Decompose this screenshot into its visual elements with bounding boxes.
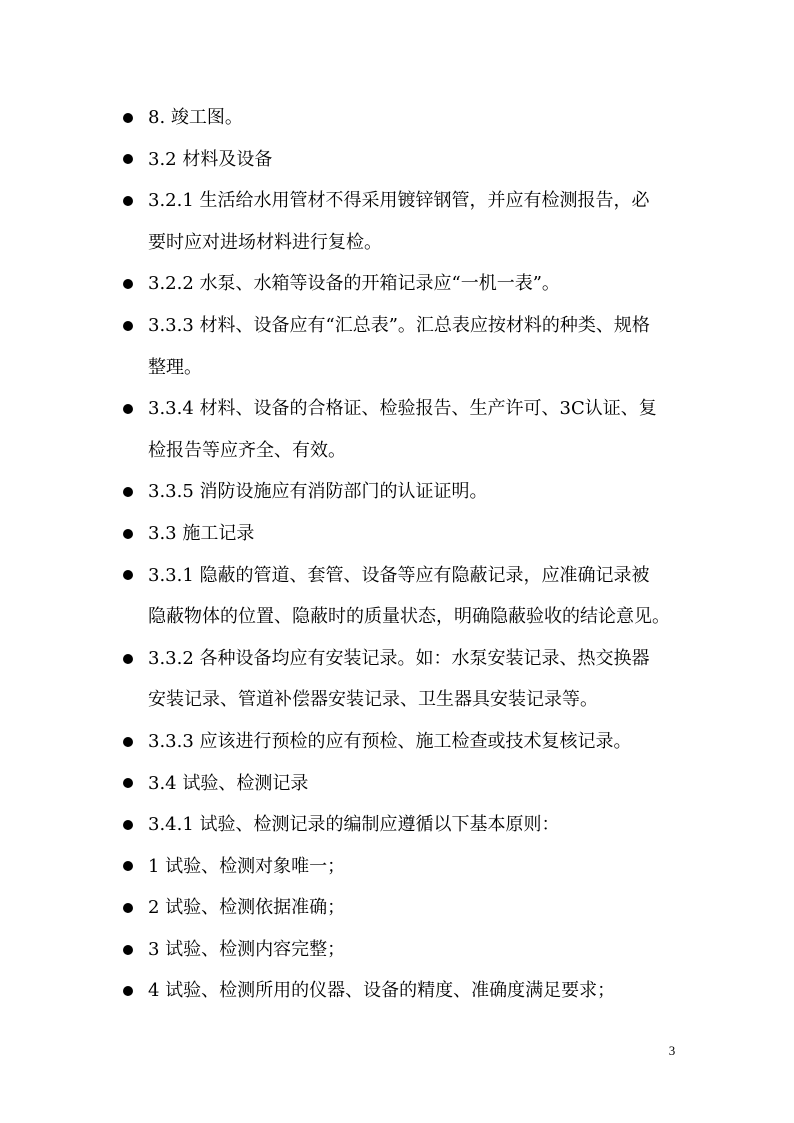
list-item (120, 929, 720, 971)
list-item (120, 555, 720, 638)
list-item (120, 97, 720, 139)
list-item (120, 804, 720, 846)
list-item-text: 3.4.1 试验、检测记录的编制应遵循以下基本原则： (148, 814, 560, 836)
bullet-icon (123, 737, 133, 747)
list-item-text: 3.2.2 水泵、水箱等设备的开箱记录应“一机一表”。 (148, 273, 560, 295)
list-item-text: 3.3.2 各种设备均应有安装记录。如：水泵安装记录、热交换器 (148, 647, 650, 669)
list-item-text-continued: 安装记录、管道补偿器安装记录、卫生器具安装记录等。 (148, 689, 598, 711)
list-item (120, 638, 720, 721)
bullet-icon (123, 279, 133, 289)
list-item-text: 3.3.4 材料、设备的合格证、检验报告、生产许可、3C认证、复 (148, 398, 657, 420)
list-item-text-continued: 检报告等应齐全、有效。 (148, 439, 346, 461)
page-number: 3 (668, 1043, 676, 1058)
bullet-icon (123, 196, 133, 206)
list-item (120, 887, 720, 929)
list-item-text-continued: 要时应对进场材料进行复检。 (148, 231, 382, 253)
list-item-text: 3.3.3 应该进行预检的应有预检、施工检查或技术复核记录。 (148, 730, 632, 752)
list-item-text: 1 试验、检测对象唯一； (148, 855, 346, 877)
list-item-text: 3.2 材料及设备 (148, 148, 273, 170)
list-item-text: 3.3 施工记录 (148, 522, 255, 544)
list-item (120, 139, 720, 181)
list-item-text: 4 试验、检测所用的仪器、设备的精度、准确度满足要求； (148, 980, 616, 1002)
list-item (120, 305, 720, 388)
bullet-icon (123, 487, 133, 497)
bullet-icon (123, 154, 133, 164)
bullet-icon (123, 986, 133, 996)
list-item-text: 3.2.1 生活给水用管材不得采用镀锌钢管，并应有检测报告，必 (148, 190, 650, 212)
list-item (120, 180, 720, 263)
list-item-text: 3.3.1 隐蔽的管道、套管、设备等应有隐蔽记录，应准确记录被 (148, 564, 650, 586)
bullet-icon (123, 861, 133, 871)
bullet-icon (123, 113, 133, 123)
list-item-text: 3 试验、检测内容完整； (148, 938, 346, 960)
list-item (120, 513, 720, 555)
list-item (120, 388, 720, 471)
bullet-icon (123, 903, 133, 913)
bullet-list (120, 97, 720, 1012)
list-item (120, 763, 720, 805)
bullet-icon (123, 570, 133, 580)
list-item-text: 2 试验、检测依据准确； (148, 897, 346, 919)
list-item-text-continued: 整理。 (148, 356, 202, 378)
list-item-text: 3.3.3 材料、设备应有“汇总表”。汇总表应按材料的种类、规格 (148, 314, 650, 336)
list-item (120, 471, 720, 513)
list-item (120, 721, 720, 763)
bullet-icon (123, 778, 133, 788)
list-item-text-continued: 隐蔽物体的位置、隐蔽时的质量状态，明确隐蔽验收的结论意见。 (148, 606, 670, 628)
bullet-icon (123, 404, 133, 414)
bullet-icon (123, 820, 133, 830)
list-item-text: 3.4 试验、检测记录 (148, 772, 309, 794)
bullet-icon (123, 321, 133, 331)
list-item (120, 970, 720, 1012)
list-item-text: 3.3.5 消防设施应有消防部门的认证证明。 (148, 481, 488, 503)
list-item (120, 846, 720, 888)
list-item (120, 263, 720, 305)
bullet-icon (123, 654, 133, 664)
bullet-icon (123, 529, 133, 539)
list-item-text: 8. 竣工图。 (148, 107, 243, 128)
bullet-icon (123, 945, 133, 955)
